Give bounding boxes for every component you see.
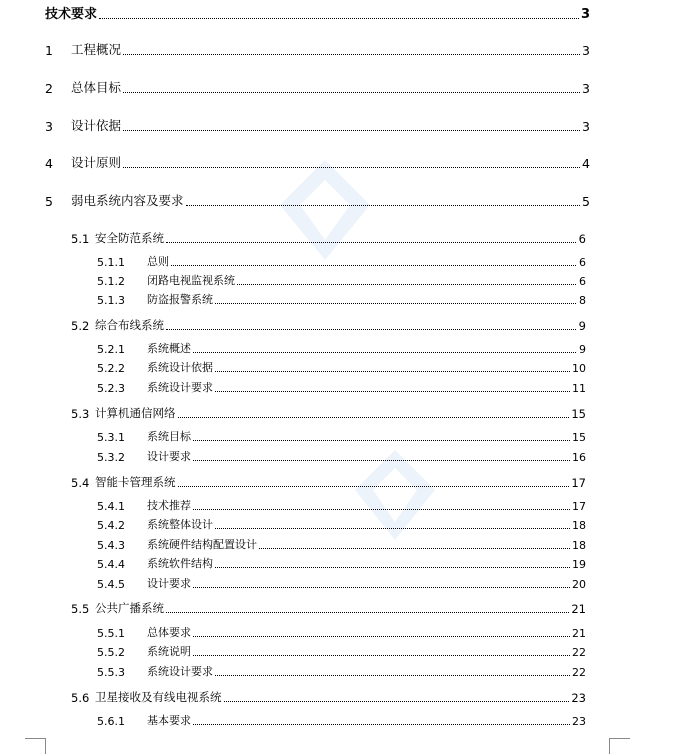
toc-entry-page: 17 [571, 476, 586, 490]
toc-entry-page: 10 [572, 362, 586, 375]
toc-entry[interactable] [97, 576, 586, 591]
toc-entry-page: 20 [572, 578, 586, 591]
toc-entry[interactable] [97, 254, 586, 269]
toc-entry-number: 5.1.2 [97, 275, 125, 288]
toc-entry-title: 总体要求 [147, 626, 191, 639]
toc-leader [166, 611, 569, 613]
toc-entry-title: 弱电系统内容及要求 [71, 193, 184, 208]
toc-entry-number: 5.4 [71, 476, 90, 490]
toc-entry[interactable] [45, 153, 590, 171]
toc-entry-page: 9 [579, 343, 586, 356]
toc-entry-number: 5.4.4 [97, 558, 125, 571]
toc-entry-number: 5.3.2 [97, 451, 125, 464]
toc-leader [193, 654, 570, 656]
toc-leader [186, 204, 580, 206]
toc-leader [123, 166, 580, 168]
toc-entry-title: 计算机通信网络 [95, 406, 176, 420]
toc-entry[interactable] [45, 40, 590, 58]
toc-entry-title: 设计要求 [147, 450, 191, 463]
toc-leader [237, 283, 576, 285]
toc-leader [193, 459, 570, 461]
toc-leader [193, 439, 570, 441]
toc-entry-page: 17 [572, 500, 586, 513]
toc-leader [178, 485, 570, 487]
toc-entry[interactable] [97, 292, 586, 307]
page-corner-mark-right [609, 738, 630, 754]
toc-entry-number: 5.1.1 [97, 256, 125, 269]
toc-entry[interactable] [71, 317, 586, 333]
toc-entry-number: 5.6 [71, 691, 90, 705]
toc-entry-page: 16 [572, 451, 586, 464]
toc-entry-page: 3 [582, 43, 590, 58]
toc-heading[interactable] [45, 4, 590, 22]
toc-leader [123, 91, 580, 93]
toc-entry-number: 5.5.2 [97, 646, 125, 659]
toc-entry-page: 6 [579, 275, 586, 288]
toc-entry[interactable] [97, 537, 586, 552]
toc-entry-title: 基本要求 [147, 714, 191, 727]
toc-entry-title: 工程概况 [71, 42, 122, 57]
toc-entry-page: 15 [572, 431, 586, 444]
toc-entry[interactable] [97, 429, 586, 444]
toc-entry-page: 18 [572, 519, 586, 532]
toc-entry[interactable] [71, 405, 586, 421]
toc-entry-page: 3 [582, 81, 590, 96]
toc-entry[interactable] [97, 341, 586, 356]
toc-entry[interactable] [71, 689, 586, 705]
toc-entry-title: 系统概述 [147, 342, 191, 355]
toc-entry-number: 5.3 [71, 407, 90, 421]
toc-entry-page: 22 [572, 666, 586, 679]
toc-entry[interactable] [97, 449, 586, 464]
toc-entry-page: 22 [572, 646, 586, 659]
toc-entry-number: 2 [45, 81, 53, 96]
toc-entry-title: 系统设计依据 [147, 361, 213, 374]
toc-entry-page: 6 [579, 256, 586, 269]
toc-leader [123, 53, 580, 55]
toc-entry-page: 19 [572, 558, 586, 571]
toc-leader [224, 700, 570, 702]
toc-entry-page: 18 [572, 539, 586, 552]
toc-entry-number: 5.2.3 [97, 382, 125, 395]
toc-entry-number: 5.4.5 [97, 578, 125, 591]
toc-entry-page: 23 [572, 715, 586, 728]
toc-entry[interactable] [71, 600, 586, 616]
toc-entry-title: 防盗报警系统 [147, 293, 213, 306]
toc-leader [193, 635, 570, 637]
toc-entry-title: 综合布线系统 [95, 318, 164, 332]
toc-entry-title: 闭路电视监视系统 [147, 274, 235, 287]
toc-entry[interactable] [71, 230, 586, 246]
toc-entry-number: 1 [45, 43, 53, 58]
toc-entry[interactable] [97, 713, 586, 728]
toc-leader [215, 527, 570, 529]
toc-entry-number: 4 [45, 156, 53, 171]
toc-leader [166, 241, 576, 243]
toc-entry-title: 公共广播系统 [95, 601, 164, 615]
toc-leader [178, 416, 570, 418]
toc-leader [171, 264, 576, 266]
toc-leader [99, 17, 579, 19]
toc-entry-title: 总则 [147, 255, 169, 268]
toc-entry-page: 15 [571, 407, 586, 421]
toc-entry-title: 设计要求 [147, 577, 191, 590]
toc-entry[interactable] [97, 556, 586, 571]
toc-entry-number: 5.5.3 [97, 666, 125, 679]
toc-entry-title: 系统硬件结构配置设计 [147, 538, 257, 551]
toc-entry-number: 5.3.1 [97, 431, 125, 444]
toc-entry-number: 5.1.3 [97, 294, 125, 307]
toc-leader [215, 674, 570, 676]
toc-entry-title: 系统整体设计 [147, 518, 213, 531]
toc-leader [193, 351, 576, 353]
toc-heading-title: 技术要求 [45, 7, 98, 22]
toc-entry[interactable] [97, 625, 586, 640]
toc-entry-title: 卫星接收及有线电视系统 [95, 690, 222, 704]
toc-entry-title: 技术推荐 [147, 499, 191, 512]
toc-entry-number: 5.2.1 [97, 343, 125, 356]
toc-entry-title: 智能卡管理系统 [95, 475, 176, 489]
toc-leader [215, 390, 570, 392]
toc-leader [193, 508, 570, 510]
page-corner-mark-left [25, 738, 46, 754]
toc-entry-number: 5.6.1 [97, 715, 125, 728]
toc-entry-number: 5.1 [71, 232, 90, 246]
toc-entry[interactable] [97, 644, 586, 659]
toc-entry[interactable] [45, 116, 590, 134]
toc-entry[interactable] [97, 380, 586, 395]
toc-entry-title: 系统设计要求 [147, 665, 213, 678]
toc-entry-number: 5.2 [71, 319, 90, 333]
toc-entry[interactable] [97, 498, 586, 513]
toc-entry-number: 5 [45, 194, 53, 209]
toc-entry-page: 23 [571, 691, 586, 705]
toc-entry-page: 21 [571, 602, 586, 616]
toc-entry[interactable] [45, 191, 590, 209]
toc-entry[interactable] [45, 78, 590, 96]
toc-entry-number: 5.4.2 [97, 519, 125, 532]
toc-entry-page: 5 [582, 194, 590, 209]
toc-entry-number: 3 [45, 119, 53, 134]
toc-leader [193, 723, 570, 725]
toc-entry[interactable] [71, 474, 586, 490]
toc-entry-number: 5.4.1 [97, 500, 125, 513]
toc-leader [123, 129, 580, 131]
toc-leader [193, 586, 570, 588]
toc-entry[interactable] [97, 664, 586, 679]
toc-entry-title: 设计依据 [71, 118, 122, 133]
toc-heading-page: 3 [580, 7, 590, 22]
toc-entry[interactable] [97, 517, 586, 532]
toc-entry-number: 5.2.2 [97, 362, 125, 375]
toc-entry-page: 11 [572, 382, 586, 395]
toc-leader [215, 370, 570, 372]
toc-entry-page: 8 [579, 294, 586, 307]
toc-entry-page: 9 [578, 319, 586, 333]
toc-entry-number: 5.4.3 [97, 539, 125, 552]
toc-entry-page: 4 [582, 156, 590, 171]
toc-entry[interactable] [97, 360, 586, 375]
toc-entry-title: 总体目标 [71, 80, 122, 95]
toc-entry-page: 6 [578, 232, 586, 246]
toc-entry-title: 系统目标 [147, 430, 191, 443]
toc-entry-title: 设计原则 [71, 155, 122, 170]
toc-entry-page: 3 [582, 119, 590, 134]
toc-leader [215, 302, 576, 304]
toc-leader [215, 566, 570, 568]
toc-entry-number: 5.5.1 [97, 627, 125, 640]
toc-leader [166, 328, 576, 330]
toc-entry-page: 21 [572, 627, 586, 640]
toc-entry-title: 系统说明 [147, 645, 191, 658]
toc-entry-title: 安全防范系统 [95, 231, 164, 245]
toc-entry-title: 系统设计要求 [147, 381, 213, 394]
toc-entry[interactable] [97, 273, 586, 288]
toc-leader [259, 547, 570, 549]
toc-entry-title: 系统软件结构 [147, 557, 213, 570]
toc-entry-number: 5.5 [71, 602, 90, 616]
